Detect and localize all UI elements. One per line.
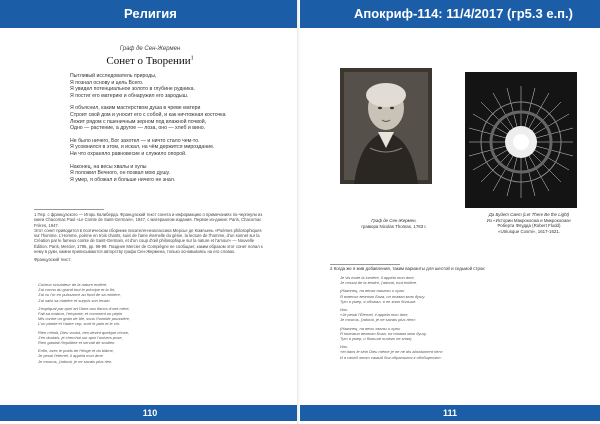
poem-line: Одно — растение, а другое — лоза, оно — хлеб и вино. xyxy=(70,125,206,132)
variant-line: Je cessai de la tendre, j'adorai, tout entière. xyxy=(340,280,418,286)
poem-body xyxy=(70,73,270,189)
poem-author: Граф де Сен-Жермен xyxy=(119,46,181,52)
footnote-mark: 2 xyxy=(330,266,333,271)
french-line: Enfin, avec le poids de l'éloge et du blâme, xyxy=(38,348,114,354)
french-line: Curieux scrutateur de la nature entière, xyxy=(38,282,108,287)
poem-line: Строит свой дом и уносит его с собой, и как ничтожная косточка xyxy=(70,111,226,118)
variant-line: (Наконец, на весы хвалы и хулы xyxy=(340,325,401,331)
variant-line: «et dans le sein Dieu même je ne ne dis absolument rien» xyxy=(340,349,443,355)
poem-line: Я положил Вечного, он позвал мою душу. xyxy=(70,170,171,177)
variant-stanza xyxy=(340,344,580,360)
variant-line: Я взвесил вечного Бога, он позвал мою душу. xyxy=(340,293,426,299)
french-line: Je mourus, j'adorai, je ne savais plus rien. xyxy=(38,358,113,364)
variant-line: Je vis toute la lumière, il appela mon âme, xyxy=(340,275,415,280)
engraving-caption xyxy=(460,212,598,234)
poem-stanza xyxy=(70,164,270,184)
engraving-caption-detail: Из «Истории Макрокосма и Микрокосма» xyxy=(486,217,572,223)
portrait-image xyxy=(340,68,432,184)
footnote-mark: 1 xyxy=(34,212,37,217)
engraving-caption-detail: «Utriusque Cosmi», 1617-1621. xyxy=(498,228,560,234)
right-footer xyxy=(300,402,600,424)
poem-line: Ни что охраняло равновесие и служило опорой. xyxy=(70,150,187,157)
right-page xyxy=(300,0,600,424)
footnote-text: Когда же я жив добавления, таким варианты для шестой и седьмой строк: xyxy=(333,266,486,271)
footnote xyxy=(34,212,266,263)
portrait-caption xyxy=(334,218,454,229)
poem-line: Я постиг его материю и обнаружил его зародыш. xyxy=(70,92,189,99)
french-line: J'ai saisi sa matière et surpris son levain. xyxy=(38,297,111,303)
variant-line: Я положил вечного Бога, он позвал мою душу, xyxy=(340,330,427,336)
light-burst-icon xyxy=(465,72,577,208)
french-stanza xyxy=(38,330,268,346)
poem-stanza xyxy=(70,73,270,99)
variant-stanza xyxy=(340,307,580,323)
poem-line: Я усомнился в этом, и искал, на чём держится мироздание. xyxy=(70,144,215,151)
engraving-caption-name: Да Будет Свет (Let There Be the Light) xyxy=(488,212,570,217)
portrait-caption-detail: гравюра Nicolas Thomas, 1783 г. xyxy=(361,223,427,229)
poem-line: Я умер, я обожал и больше ничего не знал. xyxy=(70,176,176,183)
variant-stanza xyxy=(340,288,580,304)
french-stanza xyxy=(38,306,268,327)
poem-stanza xyxy=(70,105,270,131)
portrait-engraving-icon xyxy=(340,68,432,184)
french-line: J'ai connu du grand tout le principe et la fin; xyxy=(38,287,116,293)
variant-line: (Наконец, на весах нашего и хулы xyxy=(340,288,405,294)
french-line: J'en doutais, je cherchai sur quoi l'univers pose, xyxy=(38,334,123,340)
poem-line: Лежит рядом с пшеничным зерном под влажной почвой, xyxy=(70,118,207,125)
left-footer xyxy=(0,402,300,424)
variant-line: Или xyxy=(340,344,348,350)
section-title: Религия xyxy=(124,6,177,21)
french-line: L'un plante et l'autre cep, sont le pain et le vin. xyxy=(38,321,121,327)
french-text xyxy=(38,282,268,367)
poem-line: Пытливый исследователь природы, xyxy=(70,73,157,79)
issue-title: Апокриф-114: 11/4/2017 (гр5.3 е.п.) xyxy=(354,6,573,21)
poem-line: Наконец, на весы хвалы и хулы xyxy=(70,163,147,170)
page-number: 111 xyxy=(424,405,476,421)
variant-line: «Je pesai l'Éternel, il appela mon âme, xyxy=(340,312,409,318)
footnote-divider xyxy=(34,209,104,210)
variant-line: И в своей этот самый бог обратился к обобщению». xyxy=(340,354,443,360)
french-line: J'expliquai par quel art l'âme aux flancs d'une mère, xyxy=(38,305,130,311)
poem-line: Я объяснил, каким мастерством душа в чреве матери xyxy=(70,105,201,112)
variant-line: Тут я умер, я обожал, я не знал больше. xyxy=(340,298,417,304)
right-header-bar xyxy=(300,0,600,28)
poem-stanza xyxy=(70,138,270,158)
footnote-text-2: Этот сонет приводится в поэтическом сборнике писателя-неоклассика Мерсье де Компьень «Poèmes philosophiques sur l'homme. L'Homme, poème en trois chants, suivi de l'ame éternelle du génie, la lecture de l'homme, d'un sonnet sur la Création par le fameux comte de Saint-Germain, et d'un coup d'œil philosophique sur la nature et l'amour» — Nouvelle Édition. Paris, Mercier, 1795, pp. 98-99. Позднее Mercier de Compiègne не сообщает, каким образом этот сонет попал к нему в руки, камни приписываются авторству графа Сен-Жермена, только основываясь на его словах. xyxy=(34,227,263,255)
footnote-label: Французский текст: xyxy=(34,257,72,263)
footnote-divider xyxy=(330,264,400,265)
page-number: 110 xyxy=(124,405,176,421)
poem-line: Я познал основу и цель Всего. xyxy=(70,79,144,86)
variant-stanza xyxy=(340,275,580,285)
poem-title-text: Сонет о Творении xyxy=(106,55,191,67)
footnote-text: Пер. с французского — Игорь Калиберда. Французский текст сонета и информацию о примечаниях по-черпнули из книги Chacornac Paul «Le Comte de Saint-Germain», 1947, с материалом издания. Первое из-дание: Paris, Chacornac Frères, 1947. xyxy=(34,212,263,228)
poem-line: Я увидел потенциальное золото в глубине рудника. xyxy=(70,86,195,93)
french-line: Je pesai l'éternel, il appela mon âme xyxy=(38,353,103,359)
left-header-bar xyxy=(0,0,300,28)
engraving-caption-detail: Роберта Флудда (Robert Fludd) xyxy=(497,223,561,229)
right-footnote xyxy=(330,266,570,272)
french-stanza xyxy=(38,348,268,364)
french-line: Rien n'était, Dieu voulut, rien devint quelque chose, xyxy=(38,329,130,335)
poem-title xyxy=(0,55,300,67)
creation-engraving-image xyxy=(465,72,577,208)
variant-stanza xyxy=(340,326,580,342)
french-line: J'ai vu l'or en puissance au fond de sa minière, xyxy=(38,292,121,298)
footnote-ref: 1 xyxy=(190,55,194,62)
variant-line: Тут я умер, и больше ничего не знал). xyxy=(340,336,413,342)
variant-line: Je mourus, j'adorai, je ne savais plus rien». xyxy=(340,317,417,323)
portrait-caption-name: Граф де Сен-Жермен, xyxy=(371,218,417,223)
variant-line: Или xyxy=(340,307,348,313)
french-line: Fait sa maison, l'emporte; et comment un pépin xyxy=(38,311,123,317)
variant-lines xyxy=(340,275,580,363)
french-line: Mis contre un grain de blé, sous l'humide poussière, xyxy=(38,316,131,322)
french-line: Rien gardait l'équilibre et servait de soutien. xyxy=(38,340,116,346)
poem-line: Не было ничего, Бог захотел — и ничто стало чем-то. xyxy=(70,137,200,144)
french-stanza xyxy=(38,282,268,303)
